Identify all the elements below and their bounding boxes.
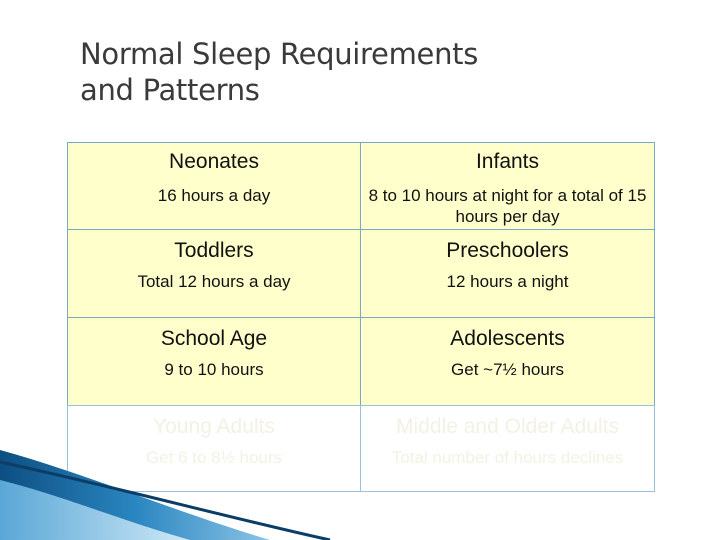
cell-infants xyxy=(360,142,655,230)
cell-young-adults-text: Get 6 to 8½ hours xyxy=(145,448,283,467)
cell-neonates xyxy=(67,142,361,230)
cell-school-age-text: 9 to 10 hours xyxy=(164,360,264,379)
cell-preschoolers-text: 12 hours a night xyxy=(446,272,569,291)
cell-adolescents-text: Get ~7½ hours xyxy=(451,360,564,379)
cell-neonates-text: 16 hours a day xyxy=(157,186,271,205)
cell-school-age-heading: School Age xyxy=(160,327,268,350)
cell-toddlers xyxy=(67,229,361,318)
slide-title-line-2: and Patterns xyxy=(80,73,260,107)
cell-middle-older-adults-heading: Middle and Older Adults xyxy=(396,415,619,438)
cell-young-adults-heading: Young Adults xyxy=(153,415,275,438)
slide-title-line-1: Normal Sleep Requirements xyxy=(80,37,479,71)
cell-toddlers-text: Total 12 hours a day xyxy=(137,272,291,291)
slide-title xyxy=(80,36,640,108)
cell-preschoolers xyxy=(360,229,655,318)
cell-toddlers-heading: Toddlers xyxy=(174,239,254,262)
cell-school-age xyxy=(67,317,361,406)
cell-adolescents-heading: Adolescents xyxy=(450,327,565,350)
cell-preschoolers-heading: Preschoolers xyxy=(446,239,569,262)
cell-infants-text: 8 to 10 hours at night for a total of 15 hours per day xyxy=(368,186,647,226)
decorative-wave xyxy=(0,440,720,540)
cell-neonates-heading: Neonates xyxy=(169,150,259,173)
cell-adolescents xyxy=(360,317,655,406)
cell-infants-heading: Infants xyxy=(475,150,540,173)
cell-middle-older-adults-text: Total number of hours declines xyxy=(391,448,624,467)
